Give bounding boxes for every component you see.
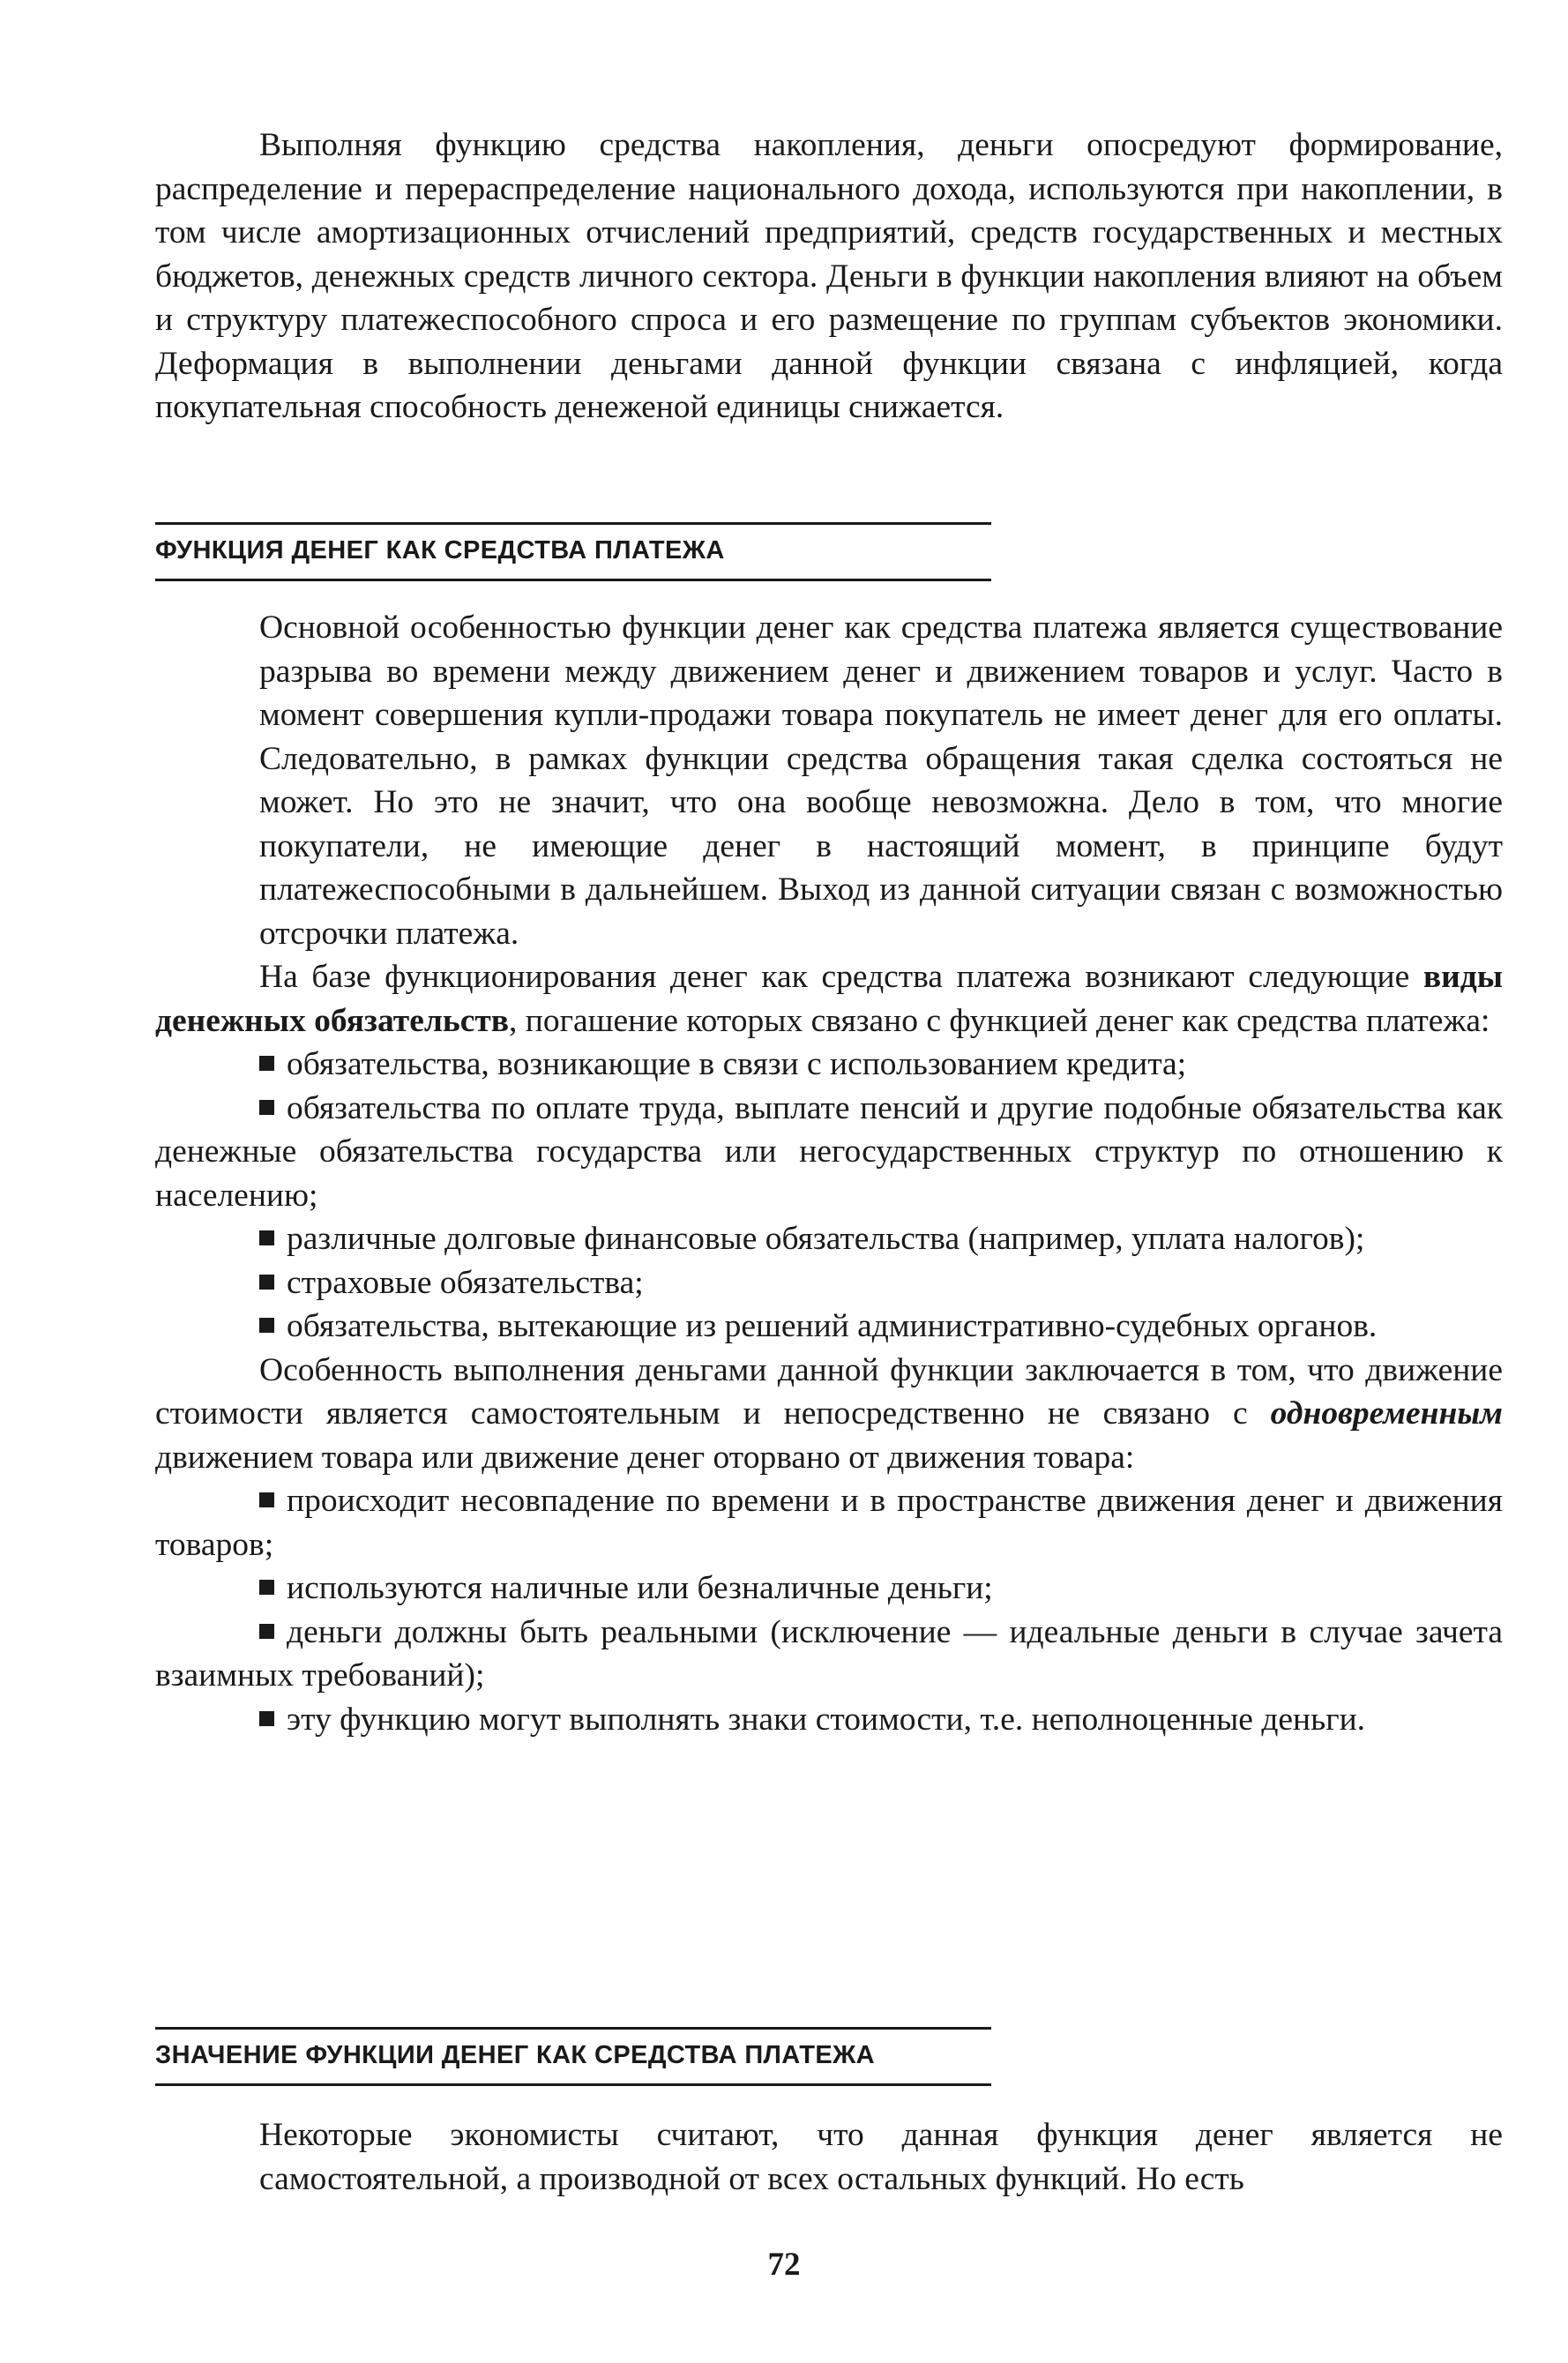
obligations-intro: На базе функционирования денег как средства платежа возникают следующие виды денежных обязательств, погашение которых связано с функцией денег как средства платежа:: [155, 959, 1503, 1039]
bullet-square-icon: [259, 1492, 274, 1507]
section1-rule-top: [155, 522, 991, 525]
obligation-item: страховые обязательства;: [155, 1261, 1503, 1305]
section1-heading: ФУНКЦИЯ ДЕНЕГ КАК СРЕДСТВА ПЛАТЕЖА: [155, 536, 725, 565]
section1-lead-paragraph: Основной особенностью функции денег как средства платежа является существование разрыва во времени между движением денег и движением товаров и услуг. Часто в момент совершения купли-продажи товара покупатель не имеет денег для его оплаты. Следовательно, в рамках функции средства обращения такая сделка состояться не может. Но это не значит, что она вообще невозможна. Дело в том, что многие покупатели, не имеющие денег в настоящий момент, в принципе будут платежеспособными в дальнейшем. Выход из данной ситуации связан с возможностью отсрочки платежа.: [259, 609, 1503, 952]
feature-item: деньги должны быть реальными (исключение — идеальные деньги в случае зачета взаимных требований);: [155, 1613, 1503, 1694]
bullet-square-icon: [259, 1275, 274, 1290]
section2-block: [259, 2113, 1503, 2201]
section2-heading: ЗНАЧЕНИЕ ФУНКЦИИ ДЕНЕГ КАК СРЕДСТВА ПЛАТЕЖА: [155, 2041, 876, 2069]
bullet-square-icon: [259, 1624, 274, 1639]
section1-rule-bottom: [155, 579, 991, 581]
obligation-item: обязательства, возникающие в связи с использованием кредита;: [155, 1043, 1503, 1087]
bullet-square-icon: [259, 1100, 274, 1115]
obligations-term: виды денежных обязательств: [155, 959, 1503, 1039]
section1-lead-block: [259, 606, 1503, 955]
section1-body: [155, 955, 1503, 1741]
obligation-item: обязательства, вытекающие из решений административно-судебных органов.: [155, 1305, 1503, 1349]
intro-paragraph: Выполняя функцию средства накопления, деньги опосредуют формирование, распределение и перераспределение национального дохода, используются при накоплении, в том числе амортизационных отчислений предприятий, средств государственных и местных бюджетов, денежных средств личного сектора. Деньги в функции накопления влияют на объем и структуру платежеспособного спроса и его размещение по группам субъектов экономики. Деформация в выполнении деньгами данной функции связана с инфляцией, когда покупательная способность денеженой единицы снижается.: [155, 127, 1503, 425]
page-number: 72: [767, 2247, 801, 2283]
feature-item: происходит несовпадение по времени и в пространстве движения денег и движения товаров;: [155, 1483, 1503, 1563]
feature-emphasis: одновременным: [1270, 1395, 1503, 1432]
intro-paragraph-block: [155, 123, 1503, 430]
section2-paragraph: Некоторые экономисты считают, что данная функция денег является не самостоятельной, а производной от всех остальных функций. Но есть: [259, 2117, 1503, 2197]
bullet-square-icon: [259, 1318, 274, 1333]
feature-paragraph: Особенность выполнения деньгами данной функции заключается в том, что движение стоимости является самостоятельным и непосредственно не связано с одновременным движением товара или движение денег оторвано от движения товара:: [155, 1351, 1503, 1476]
bullet-square-icon: [259, 1711, 274, 1726]
obligation-item: обязательства по оплате труда, выплате пенсий и другие подобные обязательства как денежные обязательства государства или негосударственных структур по отношению к населению;: [155, 1089, 1503, 1214]
obligation-item: различные долговые финансовые обязательства (например, уплата налогов);: [155, 1217, 1503, 1261]
section2-rule-top: [155, 2027, 991, 2030]
feature-item: эту функцию могут выполнять знаки стоимости, т.е. неполноценные деньги.: [155, 1698, 1503, 1742]
bullet-square-icon: [259, 1580, 274, 1595]
bullet-square-icon: [259, 1056, 274, 1071]
feature-item: используются наличные или безналичные деньги;: [155, 1567, 1503, 1611]
bullet-square-icon: [259, 1230, 274, 1245]
section2-rule-bottom: [155, 2083, 991, 2086]
